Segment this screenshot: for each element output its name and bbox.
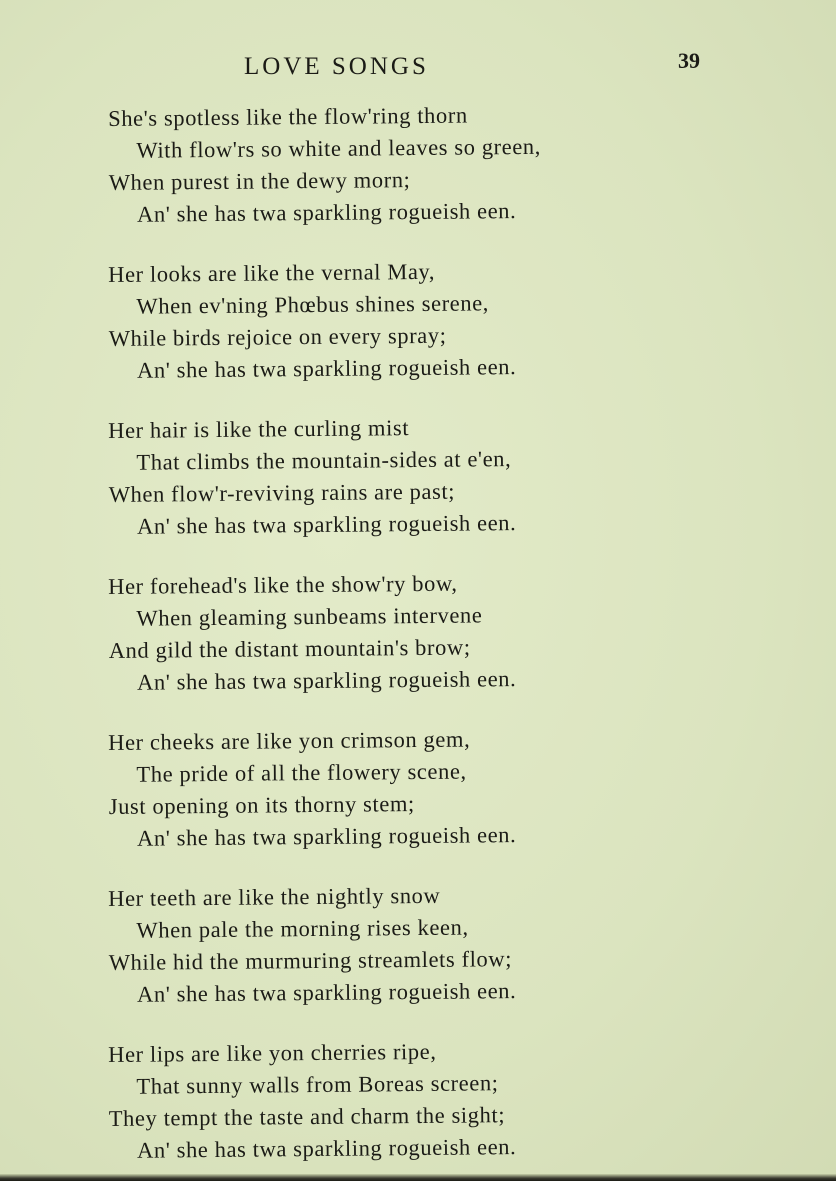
poem-line: When purest in the dewy morn;: [108, 167, 411, 195]
poem-line: Just opening on its thorny stem;: [108, 791, 415, 819]
poem-line: She's spotless like the flow'ring thorn: [108, 102, 468, 131]
stanza: [108, 409, 729, 543]
stanza: [108, 97, 729, 231]
poem-line: With flow'rs so white and leaves so green,: [136, 133, 542, 163]
poem-line: And gild the distant mountain's brow;: [108, 634, 471, 663]
refrain-line: An' she has twa sparkling rogueish een.: [136, 354, 517, 383]
stanza: [108, 565, 729, 699]
stanza: [108, 1033, 729, 1167]
refrain-line: An' she has twa sparkling rogueish een.: [136, 198, 517, 227]
poem-line: Her looks are like the vernal May,: [108, 258, 436, 287]
poem: [108, 103, 728, 1181]
running-head: LOVE SONGS: [244, 53, 429, 80]
stanza: [108, 877, 729, 1011]
poem-line: That sunny walls from Boreas screen;: [136, 1070, 499, 1099]
poem-line: They tempt the taste and charm the sight;: [108, 1102, 506, 1131]
page-number: 39: [678, 48, 700, 73]
poem-line: Her hair is like the curling mist: [108, 415, 410, 443]
refrain-line: An' she has twa sparkling rogueish een.: [136, 666, 517, 695]
poem-line: When gleaming sunbeams intervene: [136, 602, 483, 631]
stanza: [108, 253, 729, 387]
poem-line: When flow'r-reviving rains are past;: [108, 478, 456, 507]
refrain-line: An' she has twa sparkling rogueish een.: [136, 978, 517, 1007]
poem-line: Her forehead's like the show'ry bow,: [108, 570, 458, 599]
poem-line: While hid the murmuring streamlets flow;: [108, 946, 513, 975]
refrain-line: An' she has twa sparkling rogueish een.: [136, 510, 517, 539]
poem-line: When ev'ning Phœbus shines serene,: [136, 290, 490, 319]
poem-line: The pride of all the flowery scene,: [136, 758, 467, 787]
poem-line: Her cheeks are like yon crimson gem,: [108, 726, 471, 755]
poem-line: Her lips are like yon cherries ripe,: [108, 1038, 437, 1067]
refrain-line: An' she has twa sparkling rogueish een.: [136, 822, 517, 851]
poem-line: When pale the morning rises keen,: [136, 914, 469, 943]
refrain-line: An' she has twa sparkling rogueish een.: [136, 1134, 517, 1163]
poem-line: While birds rejoice on every spray;: [108, 322, 447, 351]
poem-line: Her teeth are like the nightly snow: [108, 882, 441, 911]
stanza: [108, 721, 729, 855]
page-bottom-edge: [0, 1174, 836, 1181]
poem-line: That climbs the mountain-sides at e'en,: [136, 446, 512, 475]
